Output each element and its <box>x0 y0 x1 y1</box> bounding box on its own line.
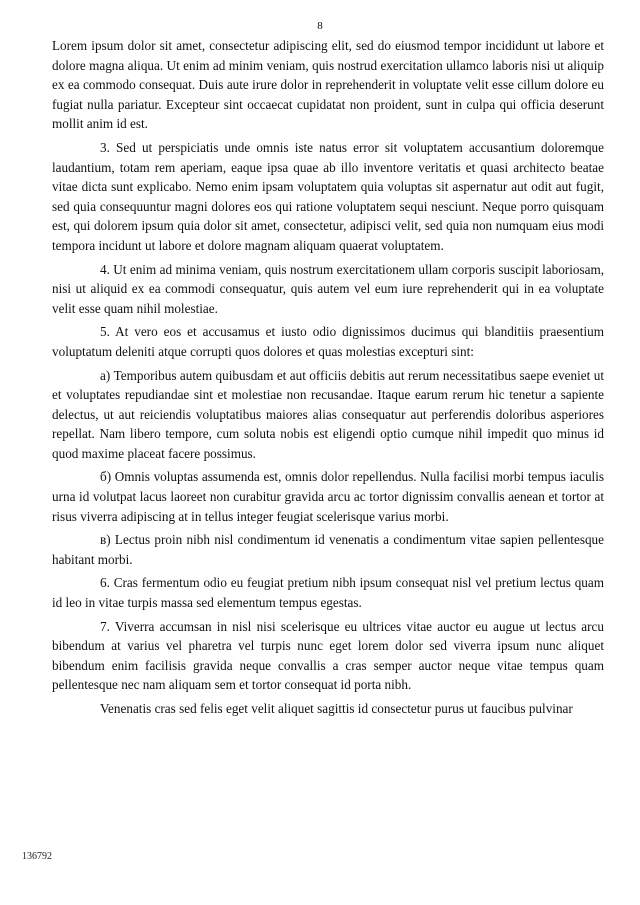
paragraph-subitem-b: б) Omnis voluptas assumenda est, omnis dolor repellendus. Nulla facilisi morbi tempus iaculis urna id volutpat lacus laoreet non curabitur gravida arcu ac tortor dignissim convallis aenean et tortor at risus viverra adipiscing at in tellus integer feugiat scelerisque varius morbi. <box>52 469 604 524</box>
paragraph-item-6: 6. Cras fermentum odio eu feugiat pretium nibh ipsum consequat nisl vel pretium lectus quam id leo in vitae turpis massa sed elementum tempus egestas. <box>52 575 604 611</box>
paragraph-item-7: 7. Viverra accumsan in nisl nisi scelerisque eu ultrices vitae auctor eu augue ut lectus arcu bibendum at varius vel pharetra vel turpis nunc eget lorem dolor sed viverra ipsum nunc aliquet bibendum enim facilisis gravida neque convallis a cras semper auctor neque vitae tempus quam pellentesque nec nam aliquam sem et tortor consequat id porta nibh. <box>52 618 604 693</box>
paragraph-notification: Venenatis cras sed felis eget velit aliquet sagittis id consectetur purus ut faucibus pulvinar <box>100 701 573 716</box>
paragraph-subitem-v: в) Lectus proin nibh nisl condimentum id venenatis a condimentum vitae sapien pellentesque habitant morbi. <box>52 532 604 567</box>
paragraph-item-3: 3. Sed ut perspiciatis unde omnis iste natus error sit voluptatem accusantium doloremque laudantium, totam rem aperiam, eaque ipsa quae ab illo inventore veritatis et quasi architecto beatae vitae dicta sunt explicabo. Nemo enim ipsam voluptatem quia voluptas sit aspernatur aut odit aut fugit, sed quia consequuntur magni dolores eos qui ratione voluptatem sequi nesciunt. Neque porro quisquam est, qui dolorem ipsum quia dolor sit amet, consectetur, adipisci velit, sed quia non numquam eius modi tempora incidunt ut labore et dolore magnam aliquam quaerat voluptatem. <box>52 139 604 253</box>
paragraph-item-5: 5. At vero eos et accusamus et iusto odio dignissimos ducimus qui blanditiis praesentium voluptatum deleniti atque corrupti quos dolores et quas molestias excepturi sint: <box>52 324 604 359</box>
paragraph-continuation: Lorem ipsum dolor sit amet, consectetur adipiscing elit, sed do eiusmod tempor incididunt ut labore et dolore magna aliqua. Ut enim ad minim veniam, quis nostrud exercitation ullamco laboris nisi ut aliquip ex ea commodo consequat. Duis aute irure dolor in reprehenderit in voluptate velit esse cillum dolore eu fugiat nulla pariatur. Excepteur sint occaecat cupidatat non proident, sunt in culpa qui officia deserunt mollit anim id est. <box>52 38 604 132</box>
document-body <box>52 36 604 719</box>
paragraph-subitem-a: а) Temporibus autem quibusdam et aut officiis debitis aut rerum necessitatibus saepe eveniet ut et voluptates repudiandae sint et molestiae non recusandae. Itaque earum rerum hic tenetur a sapiente delectus, ut aut reiciendis voluptatibus maiores alias consequatur aut perferendis doloribus asperiores repellat. Nam libero tempore, cum soluta nobis est eligendi optio cumque nihil impedit quo minus id quod maxime placeat facere possimus. <box>52 367 604 461</box>
page-number: 8 <box>317 20 323 32</box>
paragraph-item-4: 4. Ut enim ad minima veniam, quis nostrum exercitationem ullam corporis suscipit laboriosam, nisi ut aliquid ex ea commodi consequatur, quis autem vel eum iure reprehenderit qui in ea voluptate velit esse quam nihil molestiae. <box>52 261 604 316</box>
document-code: 136792 <box>22 851 52 862</box>
